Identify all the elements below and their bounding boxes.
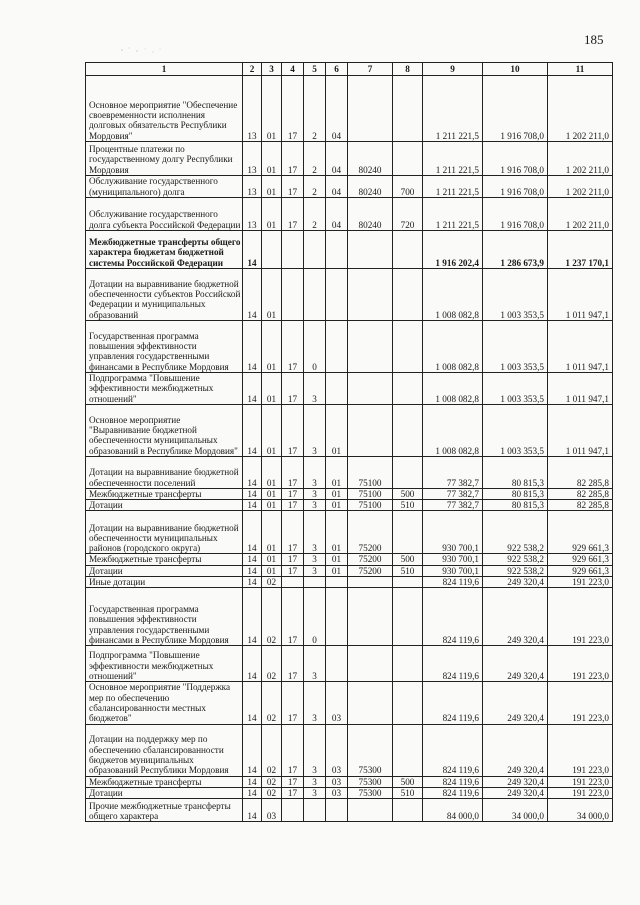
amount-col-11: 82 285,8 — [548, 456, 613, 488]
amount-col-9: 1 008 082,8 — [423, 373, 483, 405]
code-subsection: 01 — [262, 456, 282, 488]
code-subsection: 02 — [262, 646, 282, 682]
code-direction: 75100 — [348, 500, 393, 511]
code-expense-type — [393, 76, 423, 142]
code-section: 14 — [243, 646, 262, 682]
code-section: 13 — [243, 198, 262, 231]
code-expense-type — [393, 456, 423, 488]
table-row — [86, 799, 613, 822]
table-row — [86, 554, 613, 565]
amount-col-11: 1 011 947,1 — [548, 373, 613, 405]
amount-col-11: 929 661,3 — [548, 511, 613, 554]
code-subsection: 01 — [262, 321, 282, 373]
code-expense-type: 510 — [393, 787, 423, 798]
row-name: Обслуживание государственного (муниципального) долга — [86, 176, 243, 198]
column-header: 8 — [393, 63, 423, 76]
code-program: 17 — [282, 488, 304, 499]
table-row — [86, 646, 613, 682]
code-direction: 75200 — [348, 511, 393, 554]
code-subprogram: 3 — [304, 373, 326, 405]
table-row — [86, 511, 613, 554]
code-program: 17 — [282, 724, 304, 776]
code-event — [326, 577, 348, 588]
code-subsection: 02 — [262, 787, 282, 798]
code-expense-type — [393, 321, 423, 373]
code-subsection: 01 — [262, 565, 282, 576]
code-program: 17 — [282, 176, 304, 198]
amount-col-10: 922 538,2 — [483, 565, 548, 576]
code-section: 14 — [243, 321, 262, 373]
code-program: 17 — [282, 198, 304, 231]
amount-col-10: 1 003 353,5 — [483, 321, 548, 373]
code-direction — [348, 76, 393, 142]
code-subsection: 01 — [262, 404, 282, 456]
code-expense-type — [393, 577, 423, 588]
table-row — [86, 787, 613, 798]
code-event: 01 — [326, 456, 348, 488]
amount-col-11: 191 223,0 — [548, 646, 613, 682]
table-row — [86, 142, 613, 176]
code-program: 17 — [282, 565, 304, 576]
code-program: 17 — [282, 554, 304, 565]
code-subsection: 02 — [262, 776, 282, 787]
amount-col-11: 191 223,0 — [548, 724, 613, 776]
code-expense-type — [393, 724, 423, 776]
code-direction: 75300 — [348, 724, 393, 776]
code-event — [326, 373, 348, 405]
code-subprogram: 0 — [304, 321, 326, 373]
amount-col-9: 824 119,6 — [423, 646, 483, 682]
code-section: 14 — [243, 231, 262, 269]
code-section: 14 — [243, 456, 262, 488]
row-name: Основное мероприятие "Поддержка мер по обеспечению сбалансированности местных бюджетов" — [86, 682, 243, 724]
code-subsection: 02 — [262, 577, 282, 588]
table-row — [86, 682, 613, 724]
code-section: 14 — [243, 799, 262, 822]
code-expense-type — [393, 511, 423, 554]
code-subprogram: 0 — [304, 588, 326, 646]
code-direction — [348, 646, 393, 682]
code-direction: 80240 — [348, 176, 393, 198]
code-subsection: 01 — [262, 176, 282, 198]
row-name: Основное мероприятие "Выравнивание бюджетной обеспеченности муниципальных образований в Республике Мордовия" — [86, 404, 243, 456]
table-row — [86, 373, 613, 405]
code-section: 13 — [243, 176, 262, 198]
amount-col-9: 824 119,6 — [423, 577, 483, 588]
amount-col-11: 1 011 947,1 — [548, 321, 613, 373]
code-program: 17 — [282, 500, 304, 511]
amount-col-9: 84 000,0 — [423, 799, 483, 822]
table-header-row — [86, 63, 613, 76]
amount-col-10: 1 916 708,0 — [483, 142, 548, 176]
amount-col-9: 1 916 202,4 — [423, 231, 483, 269]
code-subprogram: 3 — [304, 404, 326, 456]
amount-col-10: 1 286 673,9 — [483, 231, 548, 269]
amount-col-10: 249 320,4 — [483, 682, 548, 724]
code-section: 14 — [243, 565, 262, 576]
table-row — [86, 76, 613, 142]
amount-col-10: 922 538,2 — [483, 554, 548, 565]
code-direction — [348, 404, 393, 456]
code-subprogram: 2 — [304, 76, 326, 142]
table-row — [86, 588, 613, 646]
code-event: 04 — [326, 176, 348, 198]
row-name: Подпрограмма "Повышение эффективности межбюджетных отношений" — [86, 373, 243, 405]
code-subprogram: 3 — [304, 500, 326, 511]
code-program — [282, 577, 304, 588]
code-section: 14 — [243, 577, 262, 588]
row-name: Межбюджетные трансферты общего характера бюджетам бюджетной системы Российской Федерации — [86, 231, 243, 269]
table-row — [86, 176, 613, 198]
code-program: 17 — [282, 588, 304, 646]
code-program: 17 — [282, 646, 304, 682]
row-name: Государственная программа повышения эффективности управления государственными финансами в Республике Мордовия — [86, 588, 243, 646]
row-name: Межбюджетные трансферты — [86, 776, 243, 787]
amount-col-11: 929 661,3 — [548, 554, 613, 565]
code-subsection: 01 — [262, 554, 282, 565]
code-direction: 75200 — [348, 554, 393, 565]
table-row — [86, 231, 613, 269]
amount-col-11: 1 202 211,0 — [548, 176, 613, 198]
amount-col-11: 1 011 947,1 — [548, 404, 613, 456]
amount-col-9: 1 211 221,5 — [423, 198, 483, 231]
row-name: Дотации на выравнивание бюджетной обеспеченности поселений — [86, 456, 243, 488]
code-subsection: 02 — [262, 588, 282, 646]
code-program: 17 — [282, 404, 304, 456]
column-header: 2 — [243, 63, 262, 76]
code-expense-type — [393, 231, 423, 269]
table-row — [86, 565, 613, 576]
code-program — [282, 269, 304, 321]
column-header: 3 — [262, 63, 282, 76]
code-direction — [348, 321, 393, 373]
code-event: 03 — [326, 724, 348, 776]
code-program: 17 — [282, 456, 304, 488]
column-header: 6 — [326, 63, 348, 76]
amount-col-10: 1 003 353,5 — [483, 373, 548, 405]
code-section: 14 — [243, 511, 262, 554]
code-subprogram: 3 — [304, 511, 326, 554]
code-section: 13 — [243, 142, 262, 176]
code-direction: 75200 — [348, 565, 393, 576]
code-expense-type — [393, 142, 423, 176]
code-subsection: 01 — [262, 488, 282, 499]
amount-col-10: 249 320,4 — [483, 724, 548, 776]
code-subprogram — [304, 231, 326, 269]
code-direction: 75300 — [348, 776, 393, 787]
code-program: 17 — [282, 787, 304, 798]
code-section: 14 — [243, 554, 262, 565]
amount-col-9: 1 008 082,8 — [423, 321, 483, 373]
table-row — [86, 488, 613, 499]
column-header: 1 — [86, 63, 243, 76]
amount-col-11: 1 202 211,0 — [548, 198, 613, 231]
code-direction — [348, 269, 393, 321]
code-subprogram: 3 — [304, 456, 326, 488]
table-row — [86, 269, 613, 321]
code-subprogram: 3 — [304, 724, 326, 776]
code-event: 04 — [326, 76, 348, 142]
row-name: Дотации на выравнивание бюджетной обеспеченности муниципальных районов (городского округа) — [86, 511, 243, 554]
code-expense-type: 720 — [393, 198, 423, 231]
amount-col-11: 191 223,0 — [548, 787, 613, 798]
code-subsection: 01 — [262, 511, 282, 554]
column-header: 9 — [423, 63, 483, 76]
code-expense-type — [393, 588, 423, 646]
code-expense-type: 500 — [393, 776, 423, 787]
code-subsection: 02 — [262, 724, 282, 776]
row-name: Процентные платежи по государственному долгу Республики Мордовия — [86, 142, 243, 176]
code-program — [282, 231, 304, 269]
amount-col-10: 1 003 353,5 — [483, 269, 548, 321]
amount-col-11: 1 202 211,0 — [548, 76, 613, 142]
code-section: 14 — [243, 488, 262, 499]
table-row — [86, 404, 613, 456]
code-event — [326, 646, 348, 682]
amount-col-11: 1 202 211,0 — [548, 142, 613, 176]
code-expense-type: 700 — [393, 176, 423, 198]
amount-col-10: 80 815,3 — [483, 500, 548, 511]
code-direction: 80240 — [348, 198, 393, 231]
code-expense-type — [393, 404, 423, 456]
code-subsection: 01 — [262, 142, 282, 176]
code-subprogram — [304, 269, 326, 321]
amount-col-10: 1 916 708,0 — [483, 198, 548, 231]
row-name: Дотации на поддержку мер по обеспечению сбалансированности бюджетов муниципальных образований Республики Мордовия — [86, 724, 243, 776]
code-event: 03 — [326, 787, 348, 798]
code-section: 14 — [243, 404, 262, 456]
amount-col-10: 1 003 353,5 — [483, 404, 548, 456]
amount-col-11: 1 237 170,1 — [548, 231, 613, 269]
amount-col-10: 34 000,0 — [483, 799, 548, 822]
row-name: Дотации — [86, 787, 243, 798]
amount-col-9: 930 700,1 — [423, 511, 483, 554]
code-program: 17 — [282, 776, 304, 787]
code-subsection — [262, 231, 282, 269]
amount-col-9: 1 008 082,8 — [423, 404, 483, 456]
code-event — [326, 799, 348, 822]
column-header: 5 — [304, 63, 326, 76]
code-subprogram: 3 — [304, 646, 326, 682]
table-row — [86, 500, 613, 511]
amount-col-9: 930 700,1 — [423, 565, 483, 576]
code-subsection: 01 — [262, 373, 282, 405]
code-direction — [348, 799, 393, 822]
code-section: 14 — [243, 682, 262, 724]
budget-table — [85, 62, 613, 822]
code-subsection: 03 — [262, 799, 282, 822]
row-name: Основное мероприятие "Обеспечение своевременности исполнения долговых обязательств Республики Мордовия" — [86, 76, 243, 142]
amount-col-9: 824 119,6 — [423, 682, 483, 724]
code-event: 04 — [326, 142, 348, 176]
amount-col-10: 1 916 708,0 — [483, 76, 548, 142]
amount-col-10: 80 815,3 — [483, 488, 548, 499]
amount-col-11: 1 011 947,1 — [548, 269, 613, 321]
table-row — [86, 724, 613, 776]
amount-col-10: 80 815,3 — [483, 456, 548, 488]
amount-col-9: 930 700,1 — [423, 554, 483, 565]
code-expense-type: 500 — [393, 554, 423, 565]
column-header: 11 — [548, 63, 613, 76]
amount-col-10: 249 320,4 — [483, 787, 548, 798]
code-section: 14 — [243, 500, 262, 511]
code-event — [326, 269, 348, 321]
amount-col-11: 191 223,0 — [548, 588, 613, 646]
amount-col-9: 1 211 221,5 — [423, 76, 483, 142]
code-event: 03 — [326, 682, 348, 724]
code-program: 17 — [282, 321, 304, 373]
code-event: 04 — [326, 198, 348, 231]
code-event: 03 — [326, 776, 348, 787]
row-name: Прочие межбюджетные трансферты общего характера — [86, 799, 243, 822]
code-subprogram: 3 — [304, 787, 326, 798]
amount-col-9: 824 119,6 — [423, 724, 483, 776]
amount-col-10: 249 320,4 — [483, 588, 548, 646]
code-expense-type — [393, 373, 423, 405]
code-subprogram: 3 — [304, 488, 326, 499]
code-section: 14 — [243, 724, 262, 776]
code-section: 13 — [243, 76, 262, 142]
code-program — [282, 799, 304, 822]
amount-col-9: 77 382,7 — [423, 500, 483, 511]
amount-col-9: 824 119,6 — [423, 588, 483, 646]
code-event: 01 — [326, 511, 348, 554]
code-expense-type: 500 — [393, 488, 423, 499]
row-name: Иные дотации — [86, 577, 243, 588]
code-expense-type — [393, 646, 423, 682]
code-subprogram: 3 — [304, 554, 326, 565]
amount-col-11: 929 661,3 — [548, 565, 613, 576]
code-section: 14 — [243, 269, 262, 321]
code-section: 14 — [243, 373, 262, 405]
code-direction: 75100 — [348, 488, 393, 499]
code-expense-type: 510 — [393, 500, 423, 511]
amount-col-9: 77 382,7 — [423, 488, 483, 499]
code-section: 14 — [243, 787, 262, 798]
code-direction: 80240 — [348, 142, 393, 176]
code-program: 17 — [282, 142, 304, 176]
code-section: 14 — [243, 776, 262, 787]
amount-col-11: 82 285,8 — [548, 488, 613, 499]
row-name: Межбюджетные трансферты — [86, 554, 243, 565]
code-event — [326, 231, 348, 269]
row-name: Дотации на выравнивание бюджетной обеспеченности субъектов Российской Федерации и муниципальных образований — [86, 269, 243, 321]
row-name: Дотации — [86, 500, 243, 511]
row-name: Дотации — [86, 565, 243, 576]
code-subprogram — [304, 577, 326, 588]
amount-col-10: 249 320,4 — [483, 577, 548, 588]
code-expense-type — [393, 799, 423, 822]
code-expense-type: 510 — [393, 565, 423, 576]
column-header: 10 — [483, 63, 548, 76]
code-expense-type — [393, 682, 423, 724]
code-expense-type — [393, 269, 423, 321]
table-row — [86, 577, 613, 588]
code-subsection: 01 — [262, 76, 282, 142]
amount-col-11: 82 285,8 — [548, 500, 613, 511]
amount-col-9: 824 119,6 — [423, 776, 483, 787]
code-event: 01 — [326, 404, 348, 456]
amount-col-9: 1 008 082,8 — [423, 269, 483, 321]
scan-smudge — [118, 44, 164, 56]
code-subprogram: 3 — [304, 776, 326, 787]
amount-col-11: 191 223,0 — [548, 776, 613, 787]
code-program: 17 — [282, 373, 304, 405]
code-event — [326, 588, 348, 646]
column-header: 7 — [348, 63, 393, 76]
code-direction — [348, 577, 393, 588]
row-name: Межбюджетные трансферты — [86, 488, 243, 499]
code-event: 01 — [326, 565, 348, 576]
code-subprogram: 3 — [304, 682, 326, 724]
table-row — [86, 456, 613, 488]
row-name: Государственная программа повышения эффективности управления государственными финансами в Республике Мордовия — [86, 321, 243, 373]
amount-col-11: 191 223,0 — [548, 577, 613, 588]
amount-col-9: 77 382,7 — [423, 456, 483, 488]
code-event: 01 — [326, 488, 348, 499]
amount-col-11: 191 223,0 — [548, 682, 613, 724]
column-header: 4 — [282, 63, 304, 76]
code-subsection: 01 — [262, 198, 282, 231]
table-row — [86, 198, 613, 231]
code-section: 14 — [243, 588, 262, 646]
code-event: 01 — [326, 500, 348, 511]
code-subprogram: 2 — [304, 176, 326, 198]
code-subprogram: 2 — [304, 142, 326, 176]
amount-col-9: 1 211 221,5 — [423, 142, 483, 176]
table-row — [86, 776, 613, 787]
code-direction — [348, 588, 393, 646]
code-program: 17 — [282, 76, 304, 142]
amount-col-9: 824 119,6 — [423, 787, 483, 798]
code-event — [326, 321, 348, 373]
code-subsection: 01 — [262, 500, 282, 511]
amount-col-10: 249 320,4 — [483, 646, 548, 682]
code-direction: 75100 — [348, 456, 393, 488]
code-subsection: 01 — [262, 269, 282, 321]
amount-col-10: 1 916 708,0 — [483, 176, 548, 198]
code-event: 01 — [326, 554, 348, 565]
code-subprogram — [304, 799, 326, 822]
code-direction — [348, 231, 393, 269]
code-subprogram: 3 — [304, 565, 326, 576]
row-name: Обслуживание государственного долга субъекта Российской Федерации — [86, 198, 243, 231]
amount-col-11: 34 000,0 — [548, 799, 613, 822]
code-subprogram: 2 — [304, 198, 326, 231]
row-name: Подпрограмма "Повышение эффективности межбюджетных отношений" — [86, 646, 243, 682]
amount-col-9: 1 211 221,5 — [423, 176, 483, 198]
code-program: 17 — [282, 682, 304, 724]
amount-col-10: 922 538,2 — [483, 511, 548, 554]
page-number: 185 — [584, 32, 604, 47]
code-subsection: 02 — [262, 682, 282, 724]
code-direction: 75300 — [348, 787, 393, 798]
table-row — [86, 321, 613, 373]
code-direction — [348, 373, 393, 405]
code-program: 17 — [282, 511, 304, 554]
code-direction — [348, 682, 393, 724]
amount-col-10: 249 320,4 — [483, 776, 548, 787]
